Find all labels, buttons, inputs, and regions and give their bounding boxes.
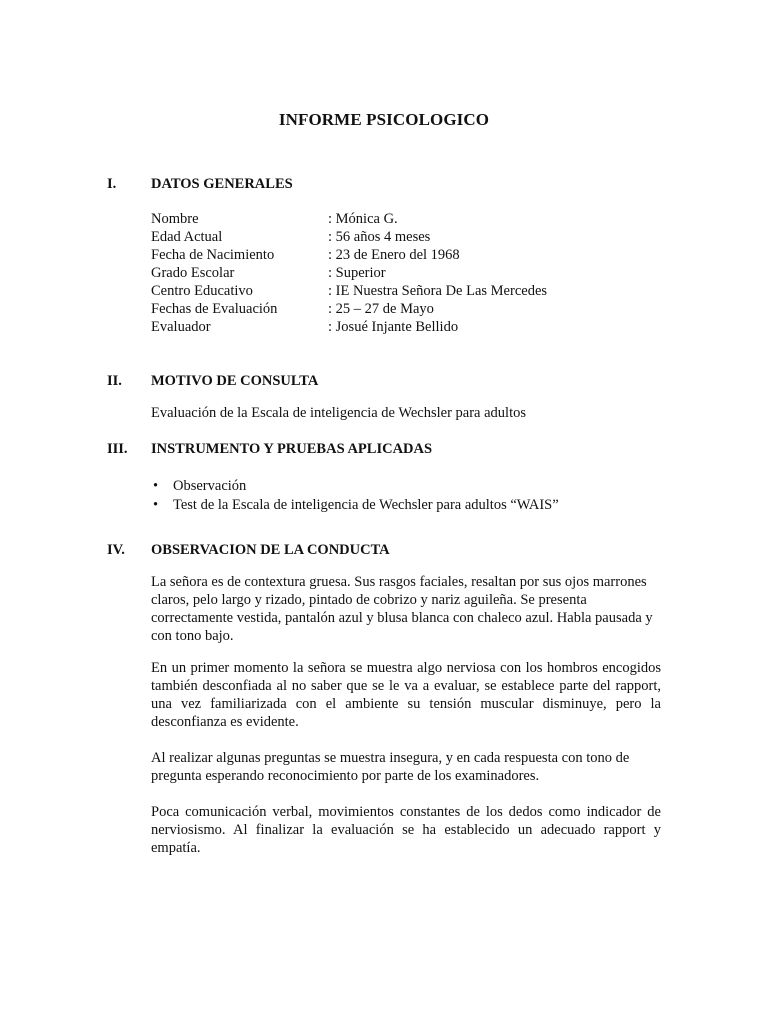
list-item: • Test de la Escala de inteligencia de Wechsler para adultos “WAIS”: [153, 497, 559, 513]
field-value: : 56 años 4 meses: [328, 229, 431, 245]
list-item: • Observación: [153, 478, 247, 494]
section-heading-motivo-consulta: [107, 373, 318, 390]
section-heading-observacion: [107, 542, 390, 559]
field-row-grado-escolar: [151, 264, 547, 282]
section-number: IV.: [107, 542, 125, 558]
field-row-centro-educativo: [151, 282, 547, 300]
field-label: Fecha de Nacimiento: [151, 247, 275, 263]
field-label: Edad Actual: [151, 229, 223, 245]
field-label: Evaluador: [151, 319, 211, 335]
section-title: DATOS GENERALES: [151, 176, 293, 192]
field-label: Nombre: [151, 211, 199, 227]
section-number: II.: [107, 373, 122, 389]
field-label: Fechas de Evaluación: [151, 301, 278, 317]
section-title: OBSERVACION DE LA CONDUCTA: [151, 542, 390, 558]
section-title: INSTRUMENTO Y PRUEBAS APLICADAS: [151, 441, 433, 457]
field-row-fechas-evaluacion: [151, 300, 547, 318]
section-heading-instrumentos: [107, 441, 432, 458]
field-value: : Mónica G.: [328, 211, 398, 227]
report-title: INFORME PSICOLOGICO: [278, 110, 490, 129]
field-label: Grado Escolar: [151, 265, 235, 281]
field-label: Centro Educativo: [151, 283, 253, 299]
section-title: MOTIVO DE CONSULTA: [151, 373, 319, 389]
field-value: : 23 de Enero del 1968: [328, 247, 460, 263]
field-row-fecha-nacimiento: [151, 246, 547, 264]
observation-paragraph-3: Al realizar algunas preguntas se muestra insegura, y en cada respuesta con tono de pregunta esperando reconocimiento por parte de los examinadores.: [151, 750, 630, 784]
observation-paragraph-4: Poca comunicación verbal, movimientos constantes de los dedos como indicador de nerviosismo. Al finalizar la evaluación se ha establecido un adecuado rapport y empatía.: [151, 804, 661, 856]
general-data-table: [151, 210, 547, 336]
field-value: : Superior: [328, 265, 386, 281]
field-row-evaluador: [151, 318, 547, 336]
section-heading-datos-generales: [107, 176, 293, 193]
field-row-edad-actual: [151, 228, 547, 246]
bullet-icon: •: [153, 478, 159, 494]
observation-paragraph-2: En un primer momento la señora se muestra algo nerviosa con los hombros encogidos también desconfiada al no saber que se le va a evaluar, se establece parte del rapport, una vez familiarizada con el ambiente su tensión muscular disminuye, pero la desconfianza es evidente.: [151, 660, 661, 730]
bullet-icon: •: [153, 497, 159, 513]
section-number: III.: [107, 441, 128, 457]
consultation-reason-text: Evaluación de la Escala de inteligencia de Wechsler para adultos: [151, 405, 526, 421]
instrument-list: [151, 477, 559, 515]
field-value: : IE Nuestra Señora De Las Mercedes: [328, 283, 548, 299]
field-row-nombre: [151, 210, 547, 228]
field-value: : 25 – 27 de Mayo: [328, 301, 434, 317]
observation-paragraph-1: La señora es de contextura gruesa. Sus rasgos faciales, resaltan por sus ojos marrones claros, pelo largo y rizado, pintado de cobrizo y nariz aguileña. Se presenta correctamente vestida, pantalón azul y blusa blanca con chaleco azul. Habla pausada y con tono bajo.: [151, 574, 653, 644]
field-value: : Josué Injante Bellido: [328, 319, 459, 335]
section-number: I.: [107, 176, 117, 192]
